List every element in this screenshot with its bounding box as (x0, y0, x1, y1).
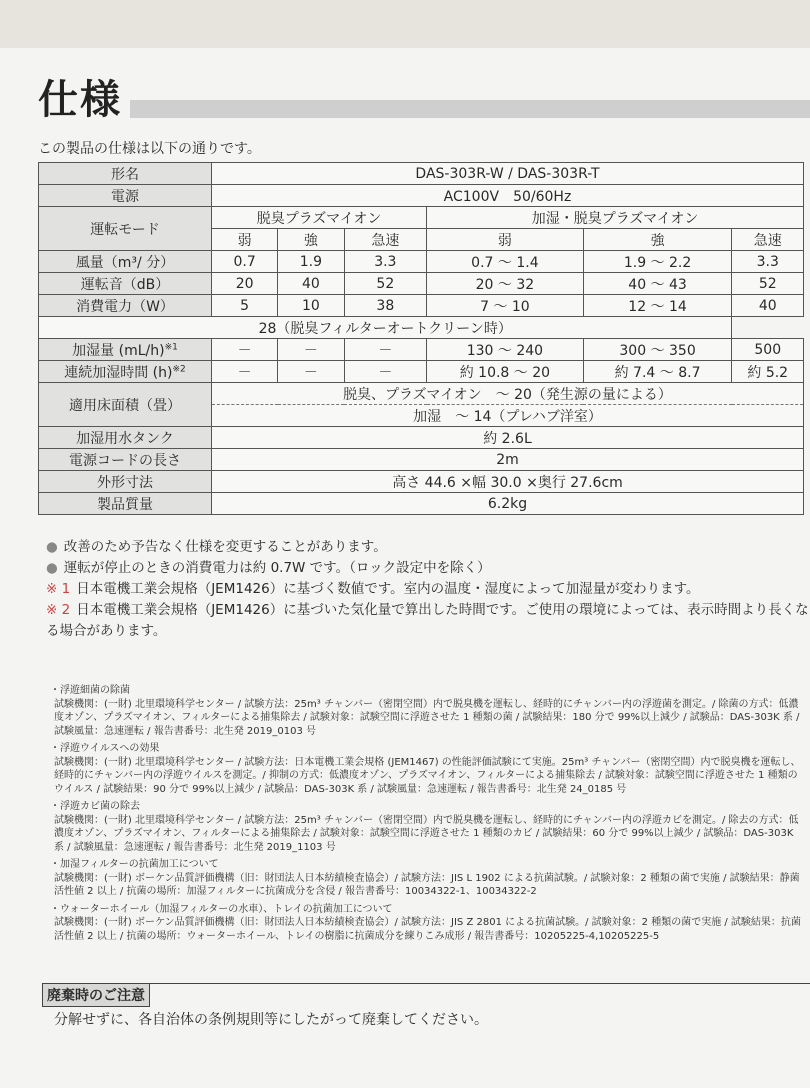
disposal-text: 分解せずに、各自治体の条例規則等にしたがって廃棄してください。 (54, 1012, 488, 1028)
level-header: 急速 (732, 229, 804, 251)
cont-label: 連続加湿時間 $(h)^{※2}$ (39, 361, 212, 383)
area-humidify: 加湿 ～ 14（プレハブ洋室） (212, 405, 804, 427)
note-text: 日本電機工業会規格（JEM1426）に基づく数値です。室内の温度・湿度によって加湿量が変わります。 (76, 581, 700, 597)
footnote-heading: ・浮遊細菌の除菌 (50, 685, 130, 696)
cell-value: 40 (278, 273, 344, 295)
notes (46, 537, 810, 642)
tank-label: 加湿用水タンク (39, 427, 212, 449)
mode-label: 運転モード (39, 207, 212, 251)
mode-humidify: 加湿・脱臭プラズマイオン (427, 207, 804, 229)
cell-value: 38 (344, 295, 427, 317)
area-label: 適用床面積（畳） (39, 383, 212, 427)
cell-value: 0.7 (212, 251, 278, 273)
cell-value: 0.7 ～ 1.4 (427, 251, 583, 273)
humid-value: 300 ～ 350 (583, 339, 732, 361)
level-header: 急速 (344, 229, 427, 251)
mass-value: 6.2kg (212, 493, 804, 515)
footnote-heading: ・加湿フィルターの抗菌加工について (50, 859, 219, 870)
level-header: 強 (583, 229, 732, 251)
cont-value: － (212, 361, 278, 383)
model-label: 形名 (39, 163, 212, 185)
dim-value: 高さ 44.6 ×幅 30.0 ×奥行 27.6cm (212, 471, 804, 493)
note-text: 改善のため予告なく仕様を変更することがあります。 (63, 539, 387, 555)
dim-label: 外形寸法 (39, 471, 212, 493)
test-footnotes (50, 680, 802, 943)
humid-value: － (278, 339, 344, 361)
cell-value: 52 (732, 273, 804, 295)
cell-value: 3.3 (344, 251, 427, 273)
model-value: DAS-303R-W / DAS-303R-T (212, 163, 804, 185)
footnote-text: 試験機関：(一財) ボーケン品質評価機構（旧：財団法人日本紡績検査協会）/ 試験方法：JIS L 1902 による抗菌試験。/ 試験対象：2 種類の菌で実施 / 試験結果：静菌活性値 2 以上 / 抗菌の場所：加湿フィルターに抗菌成分を含侵 / 報告書番号：10034322-1、10034322-2 (54, 872, 800, 897)
intro-text: この製品の仕様は以下の通りです。 (38, 141, 261, 157)
cell-value: 40 (732, 295, 804, 317)
humid-value: 500 (732, 339, 804, 361)
cell-value: 20 ～ 32 (427, 273, 583, 295)
note-item (46, 579, 810, 600)
row-label: 風量（m³/ 分） (39, 251, 212, 273)
cell-value: 12 ～ 14 (583, 295, 732, 317)
cont-value: 約 5.2 (732, 361, 804, 383)
note-mark: ※ 2 (46, 602, 71, 618)
table-row (39, 273, 804, 295)
mode-deodorize: 脱臭プラズマイオン (212, 207, 427, 229)
footnote-heading: ・ウォーターホイール（加湿フィルターの水車）、トレイの抗菌加工について (50, 903, 393, 915)
humid-value: － (212, 339, 278, 361)
cell-value: 10 (278, 295, 344, 317)
tank-value: 約 2.6L (212, 427, 804, 449)
cell-value: 3.3 (732, 251, 804, 273)
footnote-text: 試験機関：(一財) 北里環境科学センター / 試験方法：日本電機工業会規格 (JEM1467) の性能評価試験にて実施。25m³ チャンバー（密閉空間）内で脱臭機を運転し、経時的にチャンバー内の浮遊ウイルスを測定。/ 抑制の方式：低濃度オゾン、プラズマイオン、フィルターによる捕集除去 / 試験対象：試験空間に浮遊させた 1 種類のウイルス / 試験結果：90 分で 99%以上減少 / 試験品：DAS-303K 系 / 試験風量：急速運転 / 報告書番号：北生発 24_0185 号 (54, 756, 801, 795)
cont-value: 約 10.8 ～ 20 (427, 361, 583, 383)
note-item (46, 558, 810, 579)
note-text: 日本電機工業会規格（JEM1426）に基づいた気化量で算出した時間です。ご使用の環境によっては、表示時間より長くなる場合があります。 (46, 602, 809, 639)
row-label: 運転音（dB） (39, 273, 212, 295)
title-rule (130, 100, 810, 118)
note-text: 運転が停止のときの消費電力は約 0.7W です。（ロック設定中を除く） (63, 560, 491, 576)
power-label: 電源 (39, 185, 212, 207)
cont-value: － (278, 361, 344, 383)
area-deodorize: 脱臭、プラズマイオン ～ 20（発生源の量による） (212, 383, 804, 405)
cell-value: 40 ～ 43 (583, 273, 732, 295)
note-mark: ※ 1 (46, 581, 71, 597)
spec-table (38, 162, 804, 515)
cont-value: － (344, 361, 427, 383)
note-mark: ● (46, 539, 58, 555)
table-row (39, 295, 804, 317)
footnote-text: 試験機関：(一財) 北里環境科学センター / 試験方法：25m³ チャンバー（密閉空間）内で脱臭機を運転し、経時的にチャンバー内の浮遊菌を測定。/ 除菌の方式：低濃度オゾン、プラズマイオン、フィルターによる捕集除去 / 試験対象：試験空間に浮遊させた 1 種類の菌 / 試験結果：180 分で 99%以上減少 / 試験品：DAS-303K 系 / 試験風量：急速運転 / 報告書番号：北生発 2019_0103 号 (54, 698, 800, 737)
row-label: 消費電力（W） (39, 295, 212, 317)
note-item (46, 600, 810, 642)
cell-value: 5 (212, 295, 278, 317)
footnote-heading: ・浮遊ウイルスへの効果 (50, 743, 160, 754)
humid-value: － (344, 339, 427, 361)
level-header: 弱 (212, 229, 278, 251)
footnote-text: 試験機関：(一財) 北里環境科学センター / 試験方法：25m³ チャンバー（密閉空間）内で脱臭機を運転し、経時的にチャンバー内の浮遊カビを測定。/ 除去の方式：低濃度オゾン、プラズマイオン、フィルターによる捕集除去 / 試験対象：試験空間に浮遊させた 1 種類のカビ / 試験結果：60 分で 99%以上減少 / 試験品：DAS-303K 系 / 試験風量：急速運転 / 報告書番号：北生発 2019_1103 号 (54, 814, 799, 853)
cell-value: 7 ～ 10 (427, 295, 583, 317)
disposal-section (42, 983, 810, 1031)
humid-label: 加湿量 $(mL/h)^{※1}$ (39, 339, 212, 361)
page-title: 仕様 (38, 77, 122, 123)
power-value: AC100V 50/60Hz (212, 185, 804, 207)
humid-value: 130 ～ 240 (427, 339, 583, 361)
note-mark: ● (46, 560, 58, 576)
note-item (46, 537, 810, 558)
cord-label: 電源コードの長さ (39, 449, 212, 471)
cont-value: 約 7.4 ～ 8.7 (583, 361, 732, 383)
footnote-text: 試験機関：(一財) ボーケン品質評価機構（旧：財団法人日本紡績検査協会）/ 試験方法：JIS Z 2801 による抗菌試験。/ 試験対象：2 種類の菌で実施 / 試験結果：抗菌活性値 2 以上 / 抗菌の場所：ウォーターホイール、トレイの樹脂に抗菌成分を練りこみ成形 / 報告書番号：10205225-4,10205225-5 (54, 917, 801, 942)
level-header: 弱 (427, 229, 583, 251)
cell-value: 20 (212, 273, 278, 295)
cell-value: 52 (344, 273, 427, 295)
power-note: 28（脱臭フィルターオートクリーン時） (39, 317, 732, 339)
footnote-heading: ・浮遊カビ菌の除去 (50, 801, 140, 812)
level-header: 強 (278, 229, 344, 251)
cell-value: 1.9 ～ 2.2 (583, 251, 732, 273)
disposal-heading: 廃棄時のご注意 (42, 984, 150, 1007)
mass-label: 製品質量 (39, 493, 212, 515)
cord-value: 2m (212, 449, 804, 471)
cell-value: 1.9 (278, 251, 344, 273)
table-row (39, 251, 804, 273)
